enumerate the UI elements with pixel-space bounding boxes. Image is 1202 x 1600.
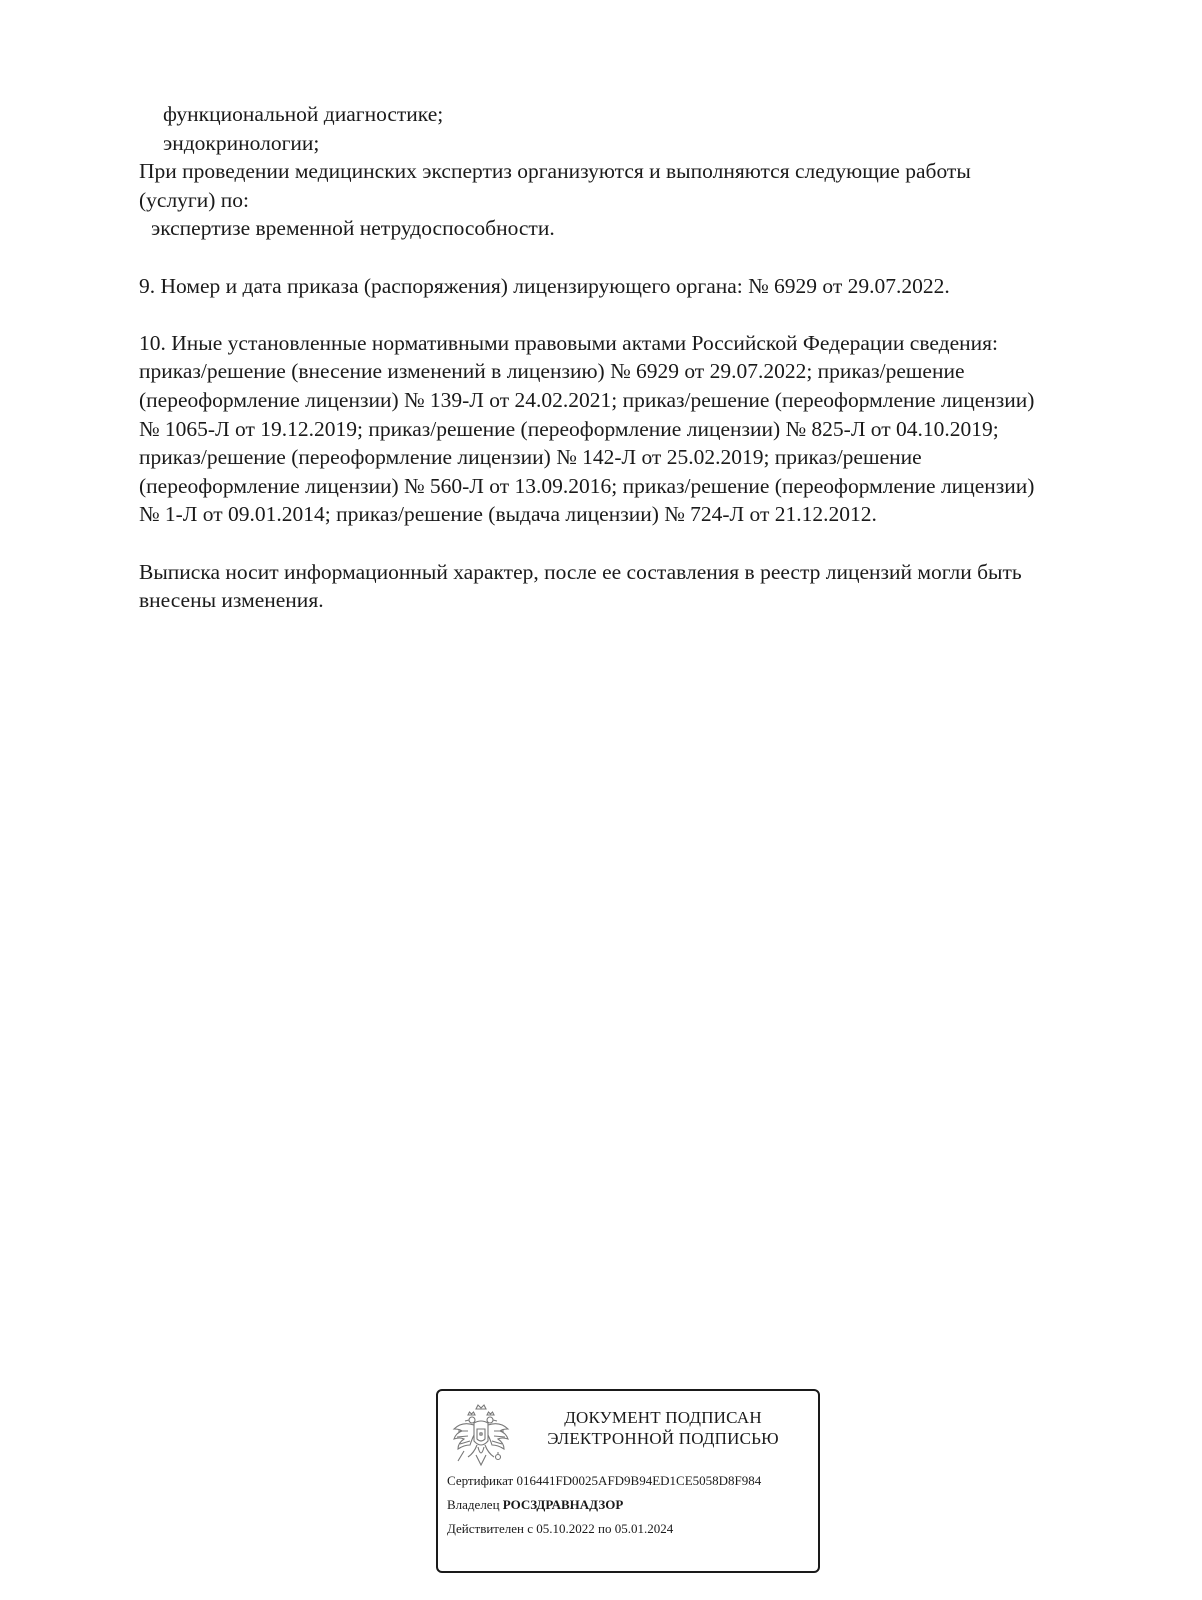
text-line: (переоформление лицензии) № 560-Л от 13.09.2016; приказ/решение (переоформление лицензии): [139, 473, 1035, 498]
stamp-title: [528, 1407, 798, 1449]
text-line: экспертизе временной нетрудоспособности.: [151, 216, 555, 241]
text-line: (услуги) по:: [139, 187, 250, 212]
paragraph-item-9: 9. Номер и дата приказа (распоряжения) лицензирующего органа: № 6929 от 29.07.2022.: [139, 273, 950, 298]
disclaimer-note: [139, 558, 1129, 615]
owner-value: РОСЗДРАВНАДЗОР: [502, 1497, 624, 1512]
electronic-signature-stamp: [436, 1389, 820, 1573]
text-line: № 1-Л от 09.01.2014; приказ/решение (выдача лицензии) № 724-Л от 21.12.2012.: [139, 502, 877, 527]
owner-label: Владелец: [447, 1497, 500, 1512]
text-line: При проведении медицинских экспертиз организуются и выполняются следующие работы: [139, 159, 971, 184]
text-line: приказ/решение (внесение изменений в лицензию) № 6929 от 29.07.2022; приказ/решение: [139, 359, 965, 384]
text-line: (переоформление лицензии) № 139-Л от 24.02.2021; приказ/решение (переоформление лицензии): [139, 387, 1035, 412]
text-line: Выписка носит информационный характер, после ее составления в реестр лицензий могли быть: [139, 559, 1022, 584]
paragraph-item-10: [139, 329, 1129, 529]
certificate-value: 016441FD0025AFD9B94ED1CE5058D8F984: [516, 1473, 762, 1488]
validity-label: Действителен: [447, 1521, 524, 1536]
validity-value: с 05.10.2022 по 05.01.2024: [527, 1521, 674, 1536]
certificate-row: [447, 1469, 761, 1493]
russian-coat-of-arms-icon: [448, 1399, 514, 1471]
document-body: [139, 100, 1129, 615]
text-line: эндокринологии;: [163, 130, 320, 155]
stamp-title-line: ДОКУМЕНТ ПОДПИСАН: [564, 1408, 762, 1427]
stamp-details: [447, 1469, 761, 1541]
validity-row: [447, 1517, 761, 1541]
text-line: внесены изменения.: [139, 588, 324, 613]
owner-row: [447, 1493, 761, 1517]
text-line: функциональной диагностике;: [163, 102, 444, 126]
stamp-title-line: ЭЛЕКТРОННОЙ ПОДПИСЬЮ: [547, 1429, 779, 1448]
text-line: 10. Иные установленные нормативными правовыми актами Российской Федерации сведения:: [139, 330, 998, 355]
certificate-label: Сертификат: [447, 1473, 514, 1488]
text-line: приказ/решение (переоформление лицензии) № 142-Л от 25.02.2019; приказ/решение: [139, 445, 922, 470]
text-line: № 1065-Л от 19.12.2019; приказ/решение (переоформление лицензии) № 825-Л от 04.10.2019;: [139, 416, 999, 441]
